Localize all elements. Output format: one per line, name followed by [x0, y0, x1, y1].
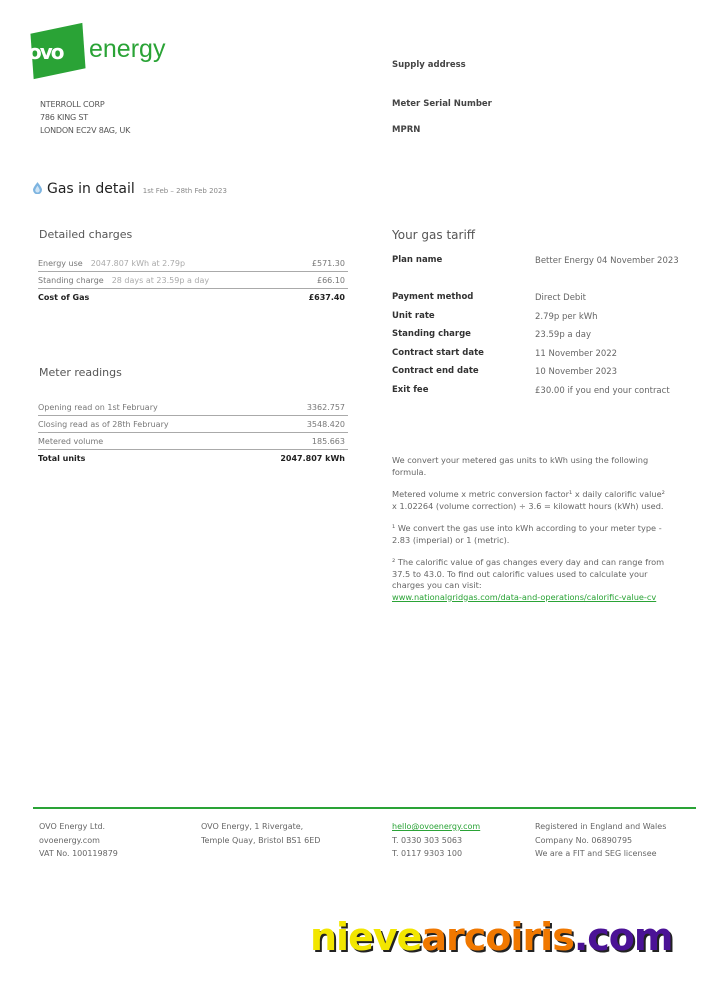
- table-row: Energy use 2047.807 kWh at 2.79p £571.30: [38, 255, 348, 272]
- section-title: [33, 181, 227, 197]
- footer-divider: [33, 807, 696, 809]
- tariff-row: Plan name Better Energy 04 November 2023: [392, 255, 679, 266]
- total-row: Total units 2047.807 kWh: [38, 454, 345, 463]
- tariff-row: Standing charge 23.59p a day: [392, 329, 591, 340]
- ovo-energy-logo: [28, 28, 165, 74]
- tariff-row: Exit fee £30.00 if you end your contract: [392, 384, 670, 396]
- tariff-heading: Your gas tariff: [392, 228, 476, 242]
- tariff-row: Payment method Direct Debit: [392, 292, 587, 303]
- detailed-charges-heading: Detailed charges: [39, 228, 133, 241]
- ovo-logo-mark: ovo: [28, 28, 86, 74]
- supply-address-label: Supply address: [392, 60, 466, 70]
- mprn-label: MPRN: [392, 125, 421, 135]
- tariff-row: Contract end date 10 November 2023: [392, 366, 618, 377]
- notes-intro: We convert your metered gas units to kWh using the following formula.: [392, 455, 649, 477]
- logo-wordmark: energy: [89, 34, 166, 63]
- table-row: Metered volume 185.663: [38, 433, 348, 450]
- charges-table: [38, 255, 348, 306]
- table-row: Closing read as of 28th February 3548.420: [38, 416, 348, 433]
- meter-table: [38, 399, 348, 467]
- footer-contact: hello@ovoenergy.com T. 0330 303 5063 T. 0117 9303 100: [392, 822, 481, 858]
- footnote-2: ² The calorific value of gas changes every day and can range from 37.5 to 43.0. To find out calorific values used to calculate your charges you can visit:: [392, 557, 665, 590]
- meter-serial-label: Meter Serial Number: [392, 99, 492, 109]
- tariff-row: Unit rate 2.79p per kWh: [392, 310, 598, 322]
- tariff-row: Contract start date 11 November 2022: [392, 347, 618, 359]
- page-title: Gas in detail: [47, 181, 135, 197]
- customer-address: NTERROLL CORP 786 KING ST LONDON EC2V 8AG, UK: [40, 100, 131, 135]
- total-row: Cost of Gas £637.40: [38, 293, 345, 302]
- gas-drop-icon: [33, 182, 42, 194]
- footer-address: OVO Energy, 1 Rivergate, Temple Quay, Bristol BS1 6ED: [201, 822, 321, 845]
- calorific-value-link[interactable]: www.nationalgridgas.com/data-and-operations/calorific-value-cv: [392, 591, 657, 602]
- footer-registration: Registered in England and Wales Company No. 06890795 We are a FIT and SEG licensee: [535, 822, 667, 858]
- email-link[interactable]: hello@ovoenergy.com: [392, 822, 481, 831]
- tariff-details: [392, 255, 715, 403]
- table-row: Opening read on 1st February 3362.757: [38, 399, 348, 416]
- footnote-1: ¹ We convert the gas use into kWh according to your meter type - 2.83 (imperial) or 1 (metric).: [392, 523, 662, 545]
- notes-formula: Metered volume x metric conversion factor¹ x daily calorific value² x 1.02264 (volume correction) ÷ 3.6 = kilowatt hours (kWh) used.: [392, 489, 665, 511]
- footer-company: OVO Energy Ltd. ovoenergy.com VAT No. 100119879: [39, 822, 118, 858]
- billing-period: 1st Feb – 28th Feb 2023: [142, 187, 227, 195]
- meter-readings-heading: Meter readings: [39, 366, 122, 379]
- table-row: Standing charge 28 days at 23.59p a day £66.10: [38, 272, 348, 289]
- watermark: nievearcoiris.com: [310, 915, 673, 959]
- conversion-notes: [392, 455, 667, 603]
